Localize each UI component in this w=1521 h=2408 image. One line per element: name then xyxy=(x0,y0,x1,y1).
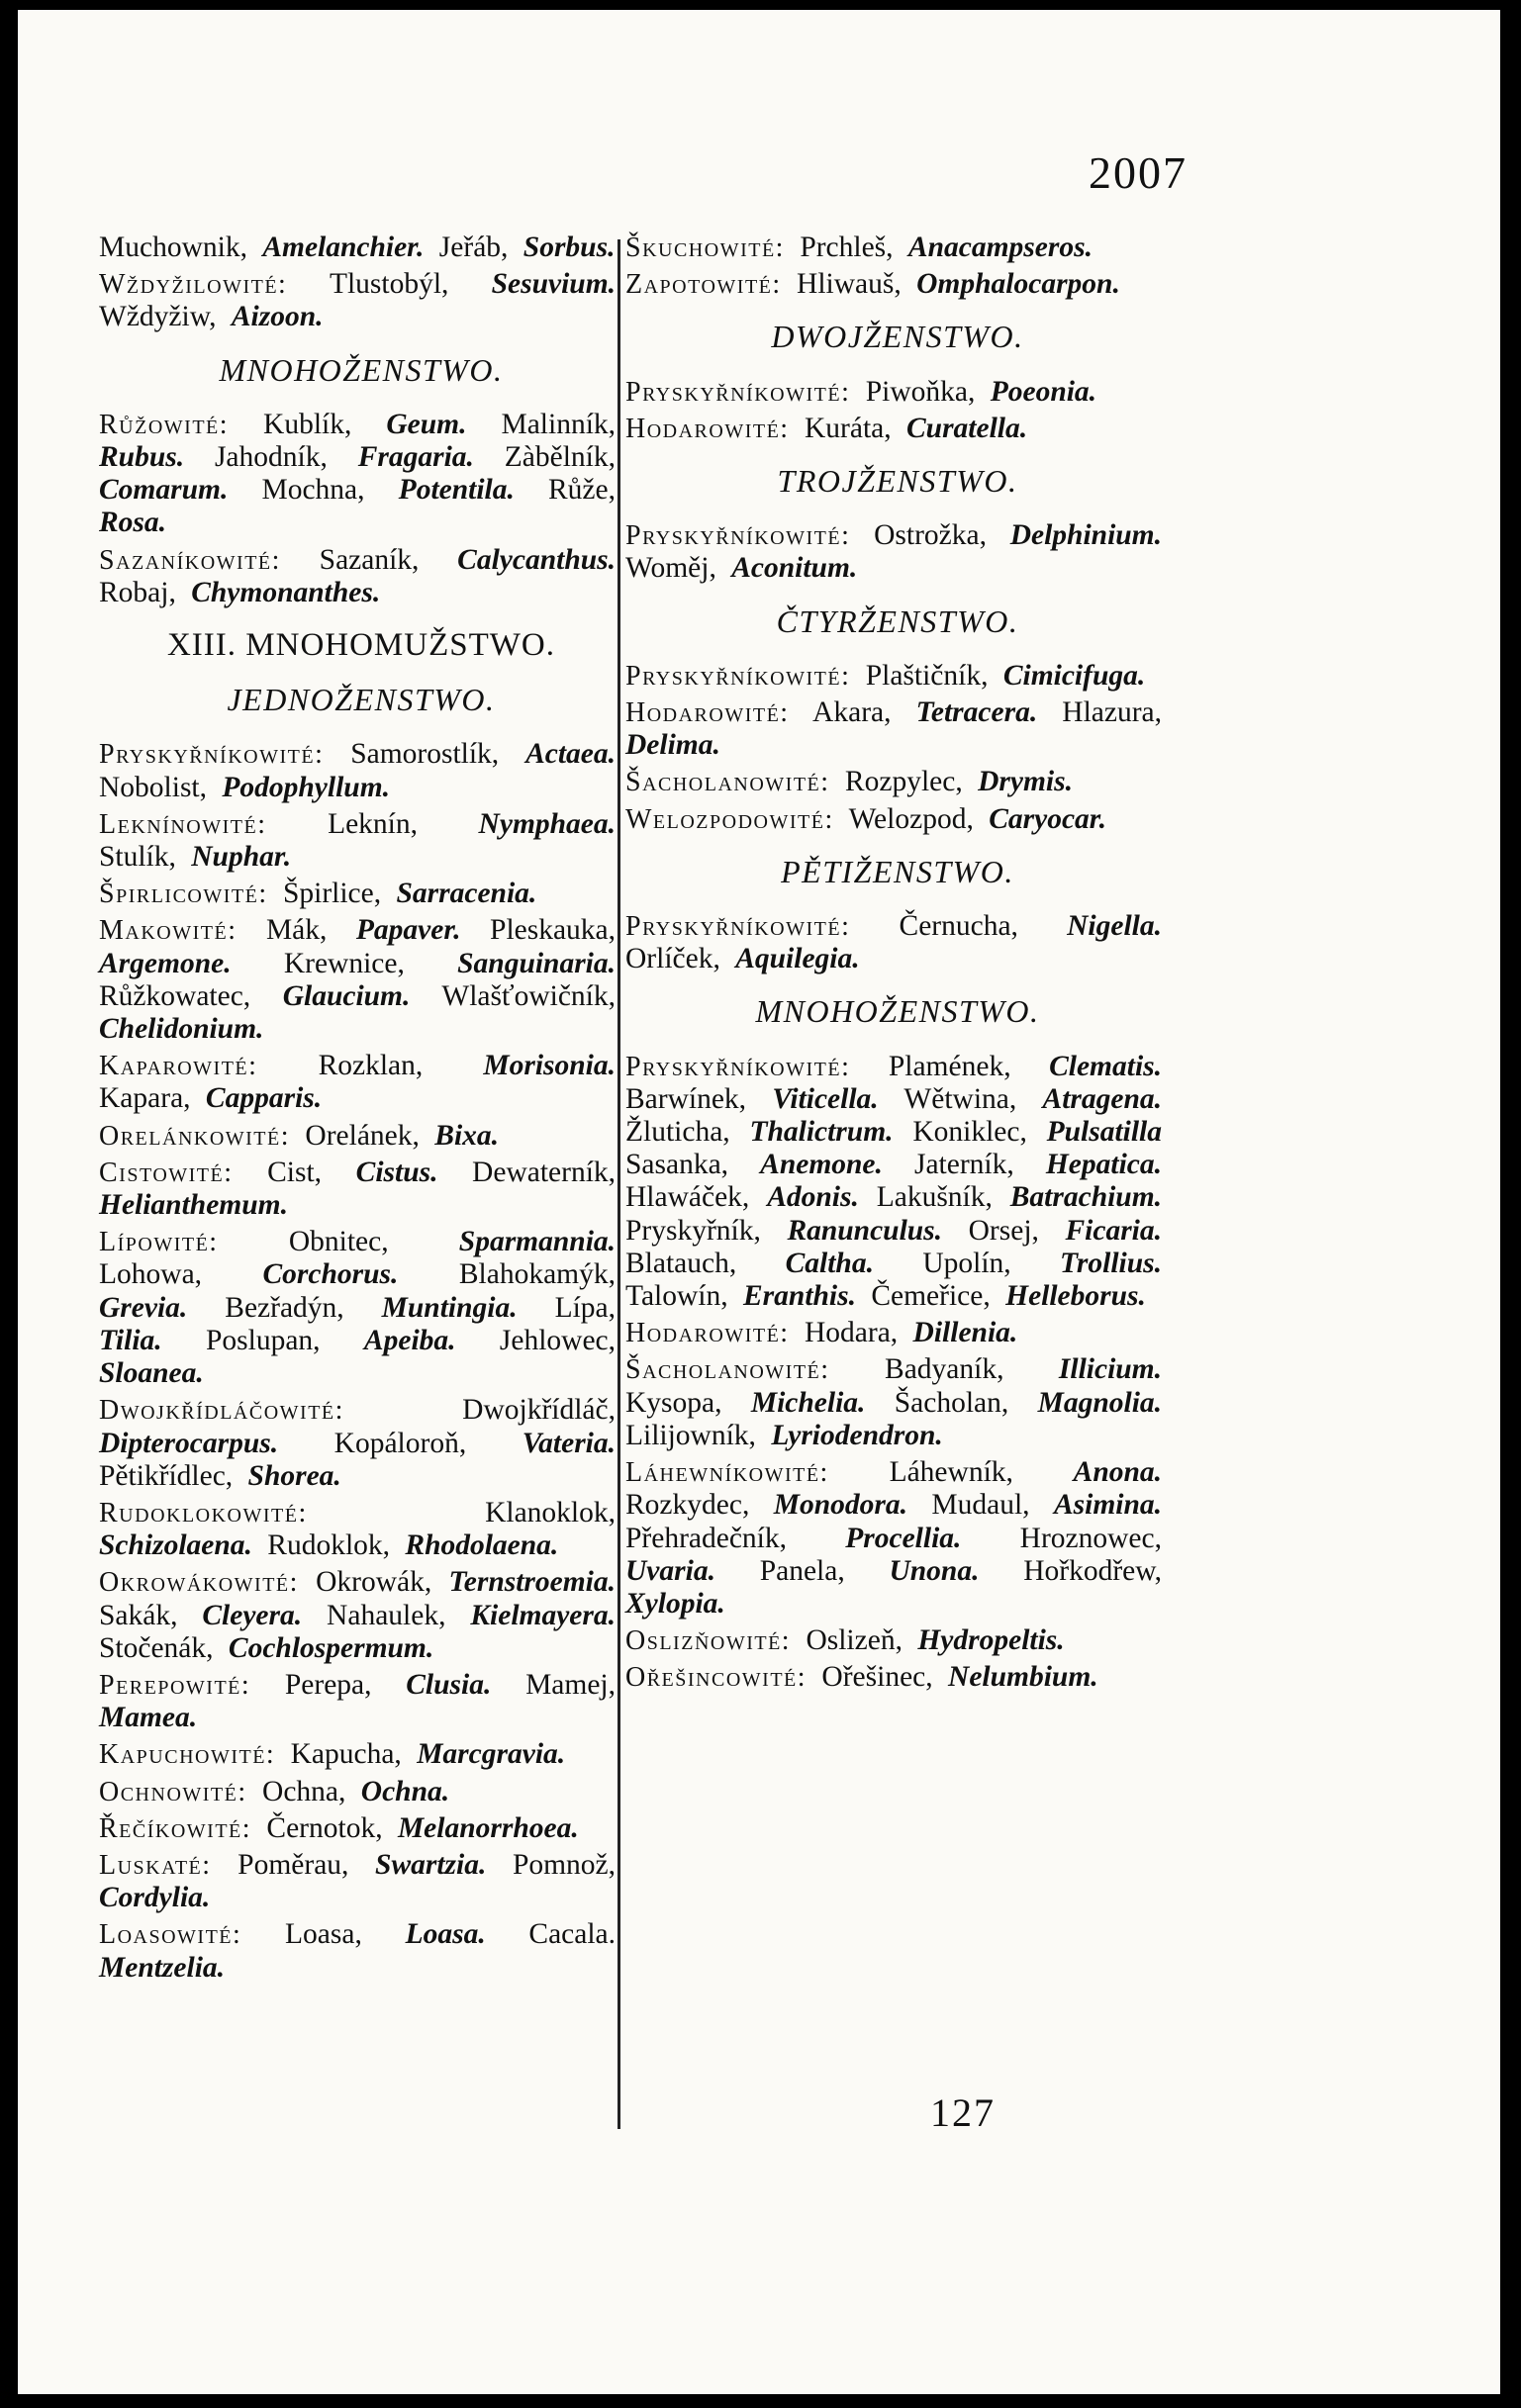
family-entry xyxy=(99,1394,623,1493)
czech-name: Orelánek, xyxy=(305,1119,420,1152)
latin-genus: Lyriodendron. xyxy=(771,1419,943,1451)
latin-genus: Monodora. xyxy=(773,1489,907,1522)
family-entry xyxy=(99,409,623,540)
latin-genus: Helianthemum. xyxy=(99,1189,288,1222)
latin-genus: Pulsatilla xyxy=(1046,1116,1162,1149)
latin-genus: Sorbus. xyxy=(523,232,616,263)
latin-genus: Clematis. xyxy=(1049,1050,1163,1082)
czech-name: Perepa, xyxy=(284,1668,372,1701)
family-name: Zapotowité: xyxy=(625,269,782,301)
family-name: Cistowité: xyxy=(99,1157,234,1188)
czech-name: Bezřadýn, xyxy=(225,1291,344,1324)
latin-genus: Sparmannia. xyxy=(458,1226,617,1258)
family-entry xyxy=(99,1918,623,1984)
czech-name: Malinník, xyxy=(501,408,617,440)
family-entry xyxy=(625,1456,1170,1621)
czech-name: Barwínek, xyxy=(625,1082,747,1115)
czech-name: Badyaník, xyxy=(885,1353,1004,1386)
latin-genus: Geum. xyxy=(386,408,467,440)
family-name: Pryskyřníkowité: xyxy=(625,911,851,943)
latin-genus: Loasa. xyxy=(405,1918,486,1951)
section-heading: JEDNOŽENSTWO. xyxy=(227,682,496,718)
latin-genus: Hydropeltis. xyxy=(917,1624,1065,1657)
latin-genus: Helleborus. xyxy=(1005,1280,1146,1313)
latin-genus: Drymis. xyxy=(978,766,1073,798)
czech-name: Stulík, xyxy=(99,841,176,874)
czech-name: Welozpod, xyxy=(848,802,974,835)
czech-name: Přehradečník, xyxy=(625,1522,787,1554)
section-heading: TROJŽENSTWO. xyxy=(777,463,1018,500)
latin-genus: Shorea. xyxy=(247,1459,341,1492)
latin-genus: Hepatica. xyxy=(1045,1149,1162,1181)
czech-name: Lípa, xyxy=(554,1291,617,1324)
czech-name: Mák, xyxy=(265,914,328,947)
czech-name: Jehlowec, xyxy=(499,1324,617,1356)
czech-name: Muchownik, xyxy=(99,232,247,263)
latin-genus: Rhodolaena. xyxy=(405,1529,559,1562)
family-entry xyxy=(625,803,1170,836)
section-heading: PĚTIŽENSTWO. xyxy=(781,853,1014,889)
column-divider xyxy=(618,239,620,2129)
latin-genus: Caryocar. xyxy=(989,802,1107,835)
latin-genus: Bixa. xyxy=(434,1119,500,1152)
family-name: Hodarowité: xyxy=(625,413,790,444)
czech-name: Akara, xyxy=(812,696,892,729)
latin-genus: Cleyera. xyxy=(202,1599,303,1631)
left-column xyxy=(99,232,623,1989)
czech-name: Sazaník, xyxy=(319,543,420,576)
czech-name: Orlíček, xyxy=(625,943,720,975)
latin-genus: Rosa. xyxy=(99,507,167,539)
czech-name: Černucha, xyxy=(899,910,1018,943)
czech-name: Poměrau, xyxy=(238,1848,349,1881)
latin-genus: Chelidonium. xyxy=(99,1013,264,1046)
czech-name: Plaštičník, xyxy=(865,659,989,692)
family-name: Sazaníkowité: xyxy=(99,544,281,576)
czech-name: Jeřáb, xyxy=(438,232,509,263)
czech-name: Piwoňka, xyxy=(865,375,976,408)
czech-name: Kysopa, xyxy=(625,1386,722,1419)
latin-genus: Nigella. xyxy=(1067,910,1162,943)
section-heading: XIII. MNOHOMUŽSTWO. xyxy=(166,627,556,664)
latin-genus: Sesuvium. xyxy=(491,268,617,301)
czech-name: Rozklan, xyxy=(318,1050,424,1082)
family-name: Šacholanowité: xyxy=(625,767,830,798)
family-name: Dwojkřídláčowité: xyxy=(99,1395,344,1427)
latin-genus: Argemone. xyxy=(99,947,232,979)
family-entry xyxy=(625,696,1170,762)
book-page xyxy=(18,10,1500,2394)
family-name: Láhewníkowité: xyxy=(625,1457,829,1489)
latin-genus: Cordylia. xyxy=(99,1882,211,1914)
right-column xyxy=(625,232,1170,1699)
family-name: Orelánkowité: xyxy=(99,1120,291,1152)
family-entry xyxy=(99,1050,623,1115)
latin-genus: Tilia. xyxy=(99,1324,162,1356)
czech-name: Špirlice, xyxy=(282,878,382,910)
family-entry xyxy=(625,376,1170,409)
czech-name: Kopáloroň, xyxy=(333,1427,467,1459)
czech-name: Koniklec, xyxy=(912,1116,1027,1149)
czech-name: Hořkodřew, xyxy=(1023,1554,1163,1587)
family-entry xyxy=(99,808,623,874)
latin-genus: Swartzia. xyxy=(375,1848,487,1881)
family-entry xyxy=(99,232,623,264)
czech-name: Zàbělník, xyxy=(504,441,616,474)
family-entry xyxy=(625,1353,1170,1452)
section-heading: MNOHOŽENSTWO. xyxy=(755,993,1040,1030)
family-entry xyxy=(625,232,1170,264)
section-heading: ČTYRŽENSTWO. xyxy=(776,602,1019,639)
latin-genus: Muntingia. xyxy=(381,1291,518,1324)
czech-name: Pětikřídlec, xyxy=(99,1459,234,1492)
latin-genus: Eranthis. xyxy=(743,1280,856,1313)
czech-name: Tlustobýl, xyxy=(329,268,449,301)
czech-name: Mamej, xyxy=(525,1668,616,1701)
family-entry xyxy=(99,1120,623,1153)
latin-genus: Nuphar. xyxy=(191,841,292,874)
family-entry xyxy=(99,1849,623,1914)
family-entry xyxy=(99,1566,623,1665)
latin-genus: Anemone. xyxy=(760,1149,883,1181)
running-head xyxy=(18,10,1500,208)
czech-name: Rozpylec, xyxy=(844,766,963,798)
czech-name: Hlazura, xyxy=(1062,696,1163,729)
czech-name: Dwojkřídláč, xyxy=(462,1394,616,1427)
family-entry xyxy=(99,1157,623,1222)
family-entry xyxy=(99,1497,623,1562)
czech-name: Dewaterník, xyxy=(472,1156,617,1188)
family-name: Špirlicowité: xyxy=(99,879,268,910)
family-entry xyxy=(99,544,623,609)
latin-genus: Illicium. xyxy=(1058,1353,1163,1386)
latin-genus: Trollius. xyxy=(1060,1247,1163,1279)
czech-name: Stočenák, xyxy=(99,1631,214,1664)
czech-name: Wětwina, xyxy=(903,1082,1017,1115)
latin-genus: Nymphaea. xyxy=(478,807,617,840)
czech-name: Rozkydec, xyxy=(625,1489,750,1522)
latin-genus: Ochna. xyxy=(360,1775,450,1807)
latin-genus: Morisonia. xyxy=(483,1050,616,1082)
czech-name: Panela, xyxy=(759,1554,845,1587)
family-name: Kaparowité: xyxy=(99,1051,258,1082)
signature-mark: 127 xyxy=(930,2090,996,2135)
latin-genus: Unona. xyxy=(889,1554,980,1587)
family-name: Šacholanowité: xyxy=(625,1354,830,1386)
latin-genus: Viticella. xyxy=(772,1082,879,1115)
latin-genus: Amelanchier. xyxy=(262,232,425,263)
page-number: 2007 xyxy=(1089,147,1188,198)
czech-name: Hodara, xyxy=(804,1317,899,1349)
latin-genus: Calycanthus. xyxy=(457,543,616,576)
czech-name: Sakák, xyxy=(99,1599,178,1631)
latin-genus: Michelia. xyxy=(750,1386,866,1419)
czech-name: Plamének, xyxy=(888,1050,1011,1082)
latin-genus: Delphinium. xyxy=(1009,519,1162,552)
latin-genus: Batrachium. xyxy=(1009,1181,1163,1214)
family-entry xyxy=(99,878,623,910)
latin-genus: Podophyllum. xyxy=(222,771,391,803)
family-entry xyxy=(625,1317,1170,1349)
latin-genus: Ranunculus. xyxy=(787,1214,943,1247)
czech-name: Lilijowník, xyxy=(625,1419,756,1451)
family-entry xyxy=(99,914,623,1046)
family-entry xyxy=(625,413,1170,445)
family-entry xyxy=(625,519,1170,585)
latin-genus: Aconitum. xyxy=(731,552,858,585)
family-name: Leknínowité: xyxy=(99,808,267,840)
latin-genus: Melanorrhoea. xyxy=(397,1811,579,1844)
family-entry xyxy=(99,268,623,333)
family-entry xyxy=(625,1624,1170,1657)
latin-genus: Kielmayera. xyxy=(470,1599,617,1631)
latin-genus: Procellia. xyxy=(845,1522,962,1554)
latin-genus: Delima. xyxy=(625,729,720,762)
czech-name: Prchleš, xyxy=(800,232,894,263)
latin-genus: Comarum. xyxy=(99,474,229,507)
czech-name: Samorostlík, xyxy=(350,738,500,771)
latin-genus: Dipterocarpus. xyxy=(99,1427,279,1459)
family-name: Perepowité: xyxy=(99,1669,251,1701)
family-entry xyxy=(625,660,1170,693)
latin-genus: Thalictrum. xyxy=(749,1116,894,1149)
czech-name: Leknín, xyxy=(328,807,418,840)
czech-name: Okrowák, xyxy=(316,1566,432,1599)
family-name: Rudoklokowité: xyxy=(99,1497,308,1528)
latin-genus: Xylopia. xyxy=(625,1587,725,1620)
czech-name: Orsej, xyxy=(968,1214,1039,1247)
czech-name: Wždyžiw, xyxy=(99,301,217,333)
latin-genus: Asimina. xyxy=(1053,1489,1162,1522)
family-name: Wždyžilowité: xyxy=(99,269,288,301)
czech-name: Pomnož, xyxy=(512,1848,617,1881)
family-entry xyxy=(99,1226,623,1390)
family-entry xyxy=(99,1812,623,1845)
family-name: Ořešincowité: xyxy=(625,1662,808,1694)
latin-genus: Sloanea. xyxy=(99,1357,204,1390)
latin-genus: Capparis. xyxy=(205,1082,323,1115)
czech-name: Černotok, xyxy=(266,1811,383,1844)
latin-genus: Aquilegia. xyxy=(735,943,860,975)
family-entry xyxy=(625,268,1170,301)
latin-genus: Sarracenia. xyxy=(396,878,537,910)
family-name: Okrowákowité: xyxy=(99,1567,299,1599)
family-entry xyxy=(99,1738,623,1771)
czech-name: Jahodník, xyxy=(214,441,328,474)
czech-name: Ořešinec, xyxy=(821,1661,933,1694)
czech-name: Sasanka, xyxy=(625,1149,729,1181)
latin-genus: Papaver. xyxy=(355,914,461,947)
family-entry xyxy=(99,738,623,803)
latin-genus: Corchorus. xyxy=(262,1258,399,1291)
latin-genus: Apeiba. xyxy=(363,1324,456,1356)
family-name: Pryskyřníkowité: xyxy=(625,520,851,552)
czech-name: Čemeřice, xyxy=(871,1280,991,1313)
latin-genus: Curatella. xyxy=(905,412,1028,444)
family-name: Welozpodowité: xyxy=(625,803,834,835)
latin-genus: Dillenia. xyxy=(912,1317,1018,1349)
czech-name: Nobolist, xyxy=(99,771,207,803)
czech-name: Robaj, xyxy=(99,576,176,608)
family-entry xyxy=(625,1051,1170,1314)
family-name: Kapuchowité: xyxy=(99,1739,276,1771)
family-name: Řečíkowité: xyxy=(99,1812,252,1844)
czech-name: Lohowa, xyxy=(99,1258,203,1291)
latin-genus: Nelumbium. xyxy=(948,1661,1098,1694)
czech-name: Kapara, xyxy=(99,1082,191,1115)
family-name: Ochnowité: xyxy=(99,1776,247,1807)
latin-genus: Schizolaena. xyxy=(99,1529,252,1562)
latin-genus: Uvaria. xyxy=(625,1554,715,1587)
czech-name: Nahaulek, xyxy=(327,1599,446,1631)
czech-name: Pleskauka, xyxy=(490,914,617,947)
latin-genus: Fragaria. xyxy=(357,441,474,474)
family-name: Růžowité: xyxy=(99,409,230,440)
family-name: Pryskyřníkowité: xyxy=(625,376,851,408)
czech-name: Lakušník, xyxy=(876,1181,993,1214)
latin-genus: Magnolia. xyxy=(1037,1386,1163,1419)
czech-name: Cacala. xyxy=(528,1918,617,1951)
czech-name: Hroznowec, xyxy=(1019,1522,1162,1554)
latin-genus: Ficaria. xyxy=(1065,1214,1163,1247)
latin-genus: Anacampseros. xyxy=(907,232,1093,263)
latin-genus: Clusia. xyxy=(406,1668,492,1701)
latin-genus: Aizoon. xyxy=(231,301,324,333)
czech-name: Woměj, xyxy=(625,552,716,585)
family-name: Pryskyřníkowité: xyxy=(625,1051,851,1082)
czech-name: Pryskyřník, xyxy=(625,1214,761,1247)
latin-genus: Cimicifuga. xyxy=(1002,659,1146,692)
latin-genus: Vateria. xyxy=(522,1427,616,1459)
czech-name: Láhewník, xyxy=(889,1456,1013,1489)
latin-genus: Omphalocarpon. xyxy=(916,268,1120,301)
czech-name: Žluticha, xyxy=(625,1116,730,1149)
latin-genus: Grevia. xyxy=(99,1291,188,1324)
czech-name: Ostrožka, xyxy=(874,519,987,552)
section-heading: MNOHOŽENSTWO. xyxy=(219,351,504,388)
czech-name: Hlawáček, xyxy=(625,1181,750,1214)
family-name: Škuchowité: xyxy=(625,232,785,263)
czech-name: Ochna, xyxy=(262,1775,346,1807)
czech-name: Krewnice, xyxy=(283,947,405,979)
family-name: Hodarowité: xyxy=(625,697,790,729)
family-entry xyxy=(625,1661,1170,1694)
czech-name: Talowín, xyxy=(625,1280,728,1313)
latin-genus: Caltha. xyxy=(785,1247,874,1279)
family-name: Pryskyřníkowité: xyxy=(99,739,325,771)
family-name: Oslizňowité: xyxy=(625,1625,792,1657)
czech-name: Kublík, xyxy=(263,408,352,440)
czech-name: Blatauch, xyxy=(625,1247,737,1279)
family-name: Hodarowité: xyxy=(625,1318,790,1349)
family-entry xyxy=(99,1776,623,1808)
latin-genus: Ternstroemia. xyxy=(448,1566,616,1599)
family-entry xyxy=(625,766,1170,798)
czech-name: Růžkowatec, xyxy=(99,979,251,1012)
czech-name: Upolín, xyxy=(922,1247,1011,1279)
latin-genus: Actaea. xyxy=(525,738,616,771)
latin-genus: Rubus. xyxy=(99,441,185,474)
czech-name: Blahokamýk, xyxy=(458,1258,616,1291)
family-name: Luskaté: xyxy=(99,1849,212,1881)
latin-genus: Marcgravia. xyxy=(417,1738,566,1771)
czech-name: Hliwauš, xyxy=(797,268,902,301)
family-entry xyxy=(99,1669,623,1734)
latin-genus: Sanguinaria. xyxy=(457,947,616,979)
czech-name: Loasa, xyxy=(285,1918,362,1951)
czech-name: Poslupan, xyxy=(206,1324,321,1356)
czech-name: Mochna, xyxy=(261,474,365,507)
latin-genus: Atragena. xyxy=(1042,1082,1163,1115)
czech-name: Kuráta, xyxy=(804,412,892,444)
czech-name: Mudaul, xyxy=(931,1489,1030,1522)
czech-name: Jaterník, xyxy=(913,1149,1014,1181)
family-name: Makowité: xyxy=(99,915,238,947)
latin-genus: Poeonia. xyxy=(990,375,1097,408)
section-heading: DWOJŽENSTWO. xyxy=(771,319,1024,355)
czech-name: Wlašťowičník, xyxy=(441,979,617,1012)
family-entry xyxy=(625,910,1170,975)
latin-genus: Anona. xyxy=(1073,1456,1163,1489)
czech-name: Rudoklok, xyxy=(267,1529,391,1562)
czech-name: Oslizeň, xyxy=(806,1624,903,1657)
czech-name: Cist, xyxy=(267,1156,323,1188)
latin-genus: Adonis. xyxy=(767,1181,859,1214)
latin-genus: Cochlospermum. xyxy=(228,1631,434,1664)
latin-genus: Glaucium. xyxy=(282,979,411,1012)
latin-genus: Mentzelia. xyxy=(99,1951,226,1984)
czech-name: Růže, xyxy=(548,474,616,507)
latin-genus: Tetracera. xyxy=(915,696,1038,729)
latin-genus: Cistus. xyxy=(355,1156,438,1188)
czech-name: Obnitec, xyxy=(288,1226,389,1258)
latin-genus: Potentila. xyxy=(398,474,515,507)
family-name: Loasowité: xyxy=(99,1919,242,1951)
czech-name: Šacholan, xyxy=(894,1386,1009,1419)
czech-name: Klanoklok, xyxy=(485,1496,616,1528)
family-name: Pryskyřníkowité: xyxy=(625,660,851,692)
czech-name: Kapucha, xyxy=(290,1738,402,1771)
latin-genus: Chymonanthes. xyxy=(191,576,381,608)
family-name: Lípowité: xyxy=(99,1227,219,1258)
latin-genus: Mamea. xyxy=(99,1702,198,1734)
